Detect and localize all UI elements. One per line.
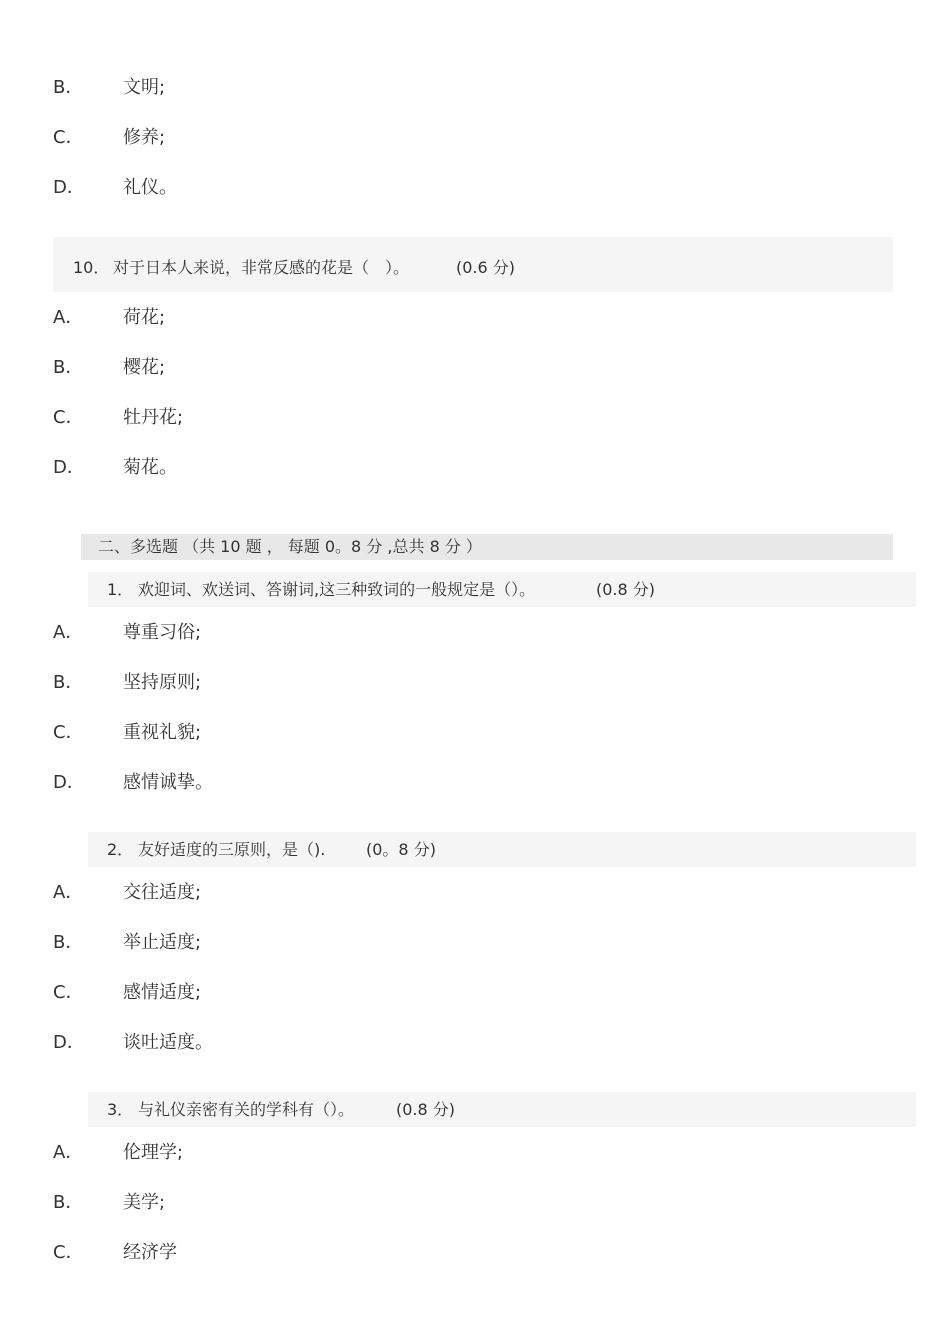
option-text: 伦理学; (123, 1142, 184, 1163)
option-letter: D． (53, 772, 85, 793)
option-letter: B． (53, 932, 84, 953)
question-header-m3 (88, 1092, 916, 1127)
question-text: 欢迎词、欢送词、答谢词,这三种致词的一般规定是（）。 (138, 580, 536, 599)
option-letter: B． (53, 672, 84, 693)
question-header-m1 (88, 572, 916, 607)
option-text: 谈吐适度。 (123, 1032, 213, 1053)
option-text: 樱花; (123, 357, 166, 378)
question-number: 10． (73, 258, 110, 277)
option-letter: A． (53, 622, 84, 643)
option-letter: D． (53, 1032, 85, 1053)
option-text: 牡丹花; (123, 407, 184, 428)
question-header-10 (53, 237, 893, 292)
question-text: 对于日本人来说，非常反感的花是（ ）。 (113, 258, 410, 277)
question-score: (0.6 分) (456, 258, 516, 277)
option-letter: C． (53, 982, 84, 1003)
option-letter: C． (53, 407, 84, 428)
option-text: 交往适度; (123, 882, 202, 903)
option-letter: A． (53, 307, 84, 328)
option-text: 文明; (123, 77, 166, 98)
option-text: 尊重习俗; (123, 622, 202, 643)
question-text: 友好适度的三原则，是（). (138, 840, 326, 859)
option-text: 坚持原则; (123, 672, 202, 693)
option-text: 感情诚挚。 (123, 772, 213, 793)
question-number: 2． (107, 840, 134, 859)
option-letter: B． (53, 77, 84, 98)
option-text: 荷花; (123, 307, 166, 328)
option-text: 修养; (123, 127, 166, 148)
option-letter: C． (53, 722, 84, 743)
option-letter: A． (53, 1142, 84, 1163)
option-letter: B． (53, 1192, 84, 1213)
section-title: 二、多选题 （共 10 题 ， 每题 0。8 分 ,总共 8 分 ） (98, 537, 482, 556)
option-letter: D． (53, 177, 85, 198)
option-letter: C． (53, 127, 84, 148)
question-score: (0.8 分) (596, 580, 656, 599)
section-header (81, 534, 893, 560)
option-letter: C． (53, 1242, 84, 1263)
question-score: (0.8 分) (396, 1100, 456, 1119)
question-number: 3． (107, 1100, 134, 1119)
option-letter: B． (53, 357, 84, 378)
option-letter: D． (53, 457, 85, 478)
option-text: 感情适度; (123, 982, 202, 1003)
option-text: 经济学 (123, 1242, 177, 1263)
question-score: (0。8 分) (366, 840, 436, 859)
question-text: 与礼仪亲密有关的学科有（）。 (138, 1100, 355, 1119)
option-text: 举止适度; (123, 932, 202, 953)
option-letter: A． (53, 882, 84, 903)
option-text: 礼仪。 (123, 177, 177, 198)
option-text: 菊花。 (123, 457, 177, 478)
option-text: 美学; (123, 1192, 166, 1213)
option-text: 重视礼貌; (123, 722, 202, 743)
question-number: 1． (107, 580, 134, 599)
question-header-m2 (88, 832, 916, 867)
